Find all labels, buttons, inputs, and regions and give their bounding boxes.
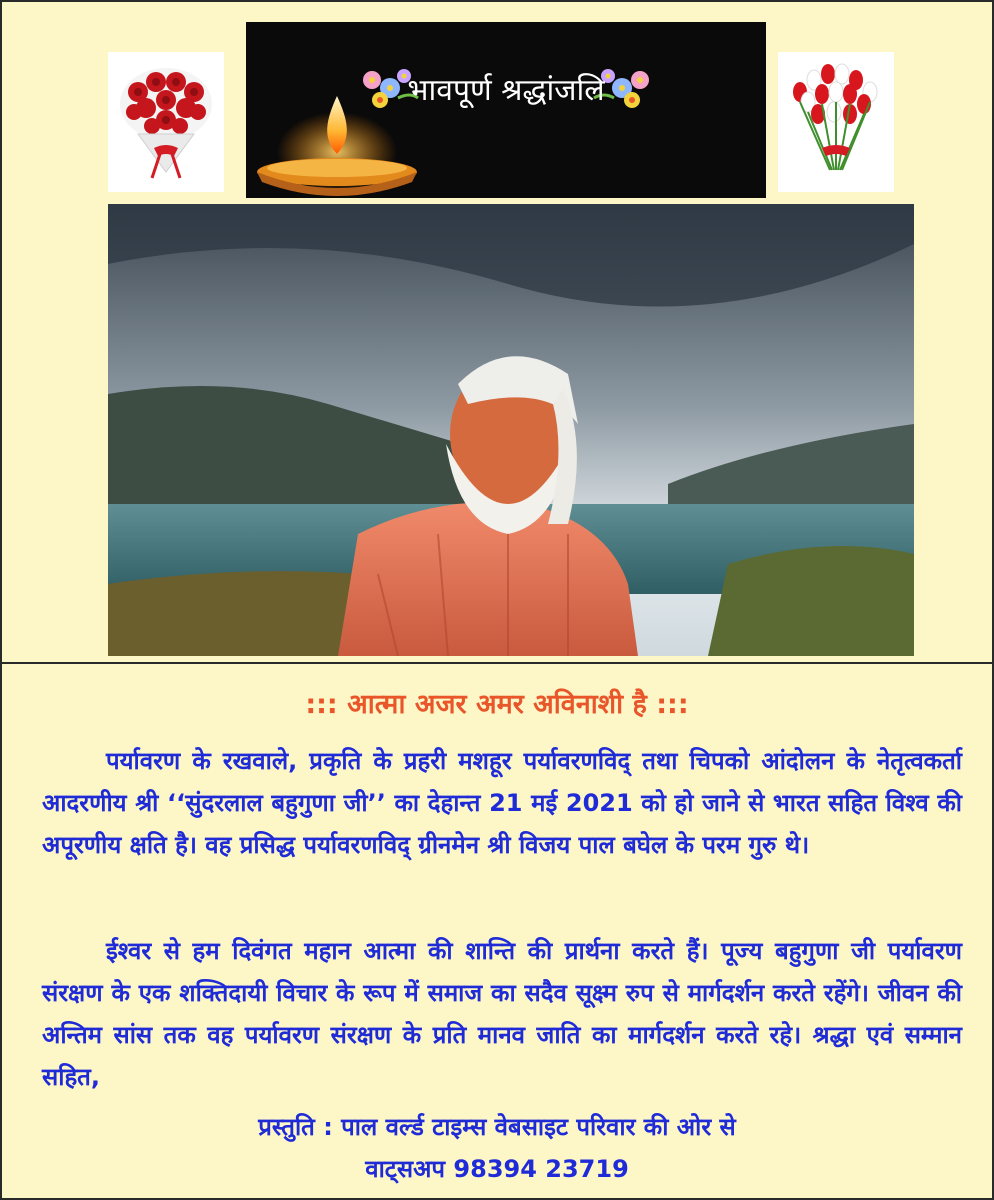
tribute-photo <box>108 204 914 656</box>
banner-title: भावपूर्ण श्रद्धांजलि <box>407 73 605 108</box>
tribute-paragraph-1: पर्यावरण के रखवाले, प्रकृति के प्रहरी मशहूर पर्यावरणविद् तथा चिपको आंदोलन के नेतृत्वकर्ता आदरणीय श्री ‘‘सुंदरलाल बहुगुणा जी’’ का देहान्त 21 मई 2021 को हो जाने से भारत सहित विश्व की अपूरणीय क्षति है। वह प्रसिद्ध पर्यावरणविद् ग्रीनमेन श्री विजय पाल बघेल के परम गुरु थे। <box>42 747 962 859</box>
motto-heading: ::: आत्मा अजर अमर अविनाशी है ::: <box>305 689 689 720</box>
red-rose-bouquet-image <box>108 52 224 192</box>
header-banner <box>246 22 766 198</box>
credit-line: प्रस्तुति : पाल वर्ल्ड टाइम्स वेबसाइट परिवार की ओर से <box>258 1113 736 1141</box>
tulip-bouquet-image <box>778 52 894 192</box>
whatsapp-number: वाट्सअप 98394 23719 <box>365 1155 629 1183</box>
tribute-paragraph-2: ईश्वर से हम दिवंगत महान आत्मा की शान्ति की प्रार्थना करते हैं। पूज्य बहुगुणा जी पर्यावरण संरक्षण के एक शक्तिदायी विचार के रूप में समाज का सदैव सूक्ष्म रुप से मार्गदर्शन करते रहेंगे। जीवन की अन्तिम सांस तक वह पर्यावरण संरक्षण के प्रति मानव जाति का मार्गदर्शन करते रहे। श्रद्धा एवं सम्मान सहित, <box>42 937 962 1091</box>
tribute-text-block <box>2 662 992 1200</box>
